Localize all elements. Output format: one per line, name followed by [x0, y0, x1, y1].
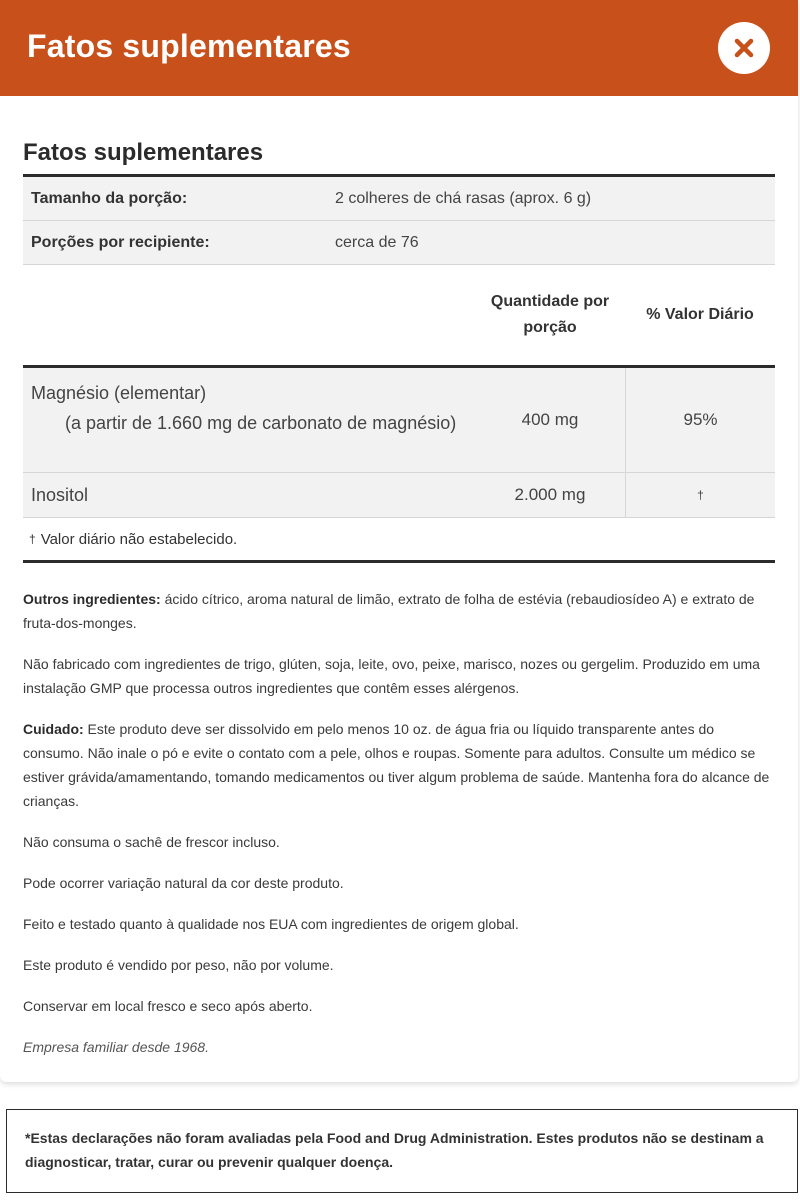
close-button[interactable] — [718, 22, 770, 74]
servings-per-container-row — [23, 221, 775, 264]
made-in-note: Feito e testado quanto à qualidade nos EUA com ingredientes de origem global. — [23, 916, 519, 932]
other-ingredients-note — [23, 587, 775, 635]
amount-column-header — [475, 289, 625, 341]
sachet-note: Não consuma o sachê de frescor incluso. — [23, 834, 280, 850]
modal-title: Fatos suplementares — [27, 27, 351, 64]
caution-text: Este produto deve ser dissolvido em pelo menos 10 oz. de água fria ou líquido transparente antes do consumo. Não inale o pó e evite o contato com a pele, olhos e roupas. Somente para adultos. Consulte um médico se estiver grávida/amamentando, tomando medicamentos ou tiver algum problema de saúde. Mantenha fora do alcance de crianças. — [23, 721, 770, 809]
serving-size-row — [23, 177, 775, 220]
nutrient-daily-value: 95% — [625, 368, 775, 472]
allergen-note: Não fabricado com ingredientes de trigo, glúten, soja, leite, ovo, peixe, marisco, nozes ou gergelim. Produzido em uma instalação GMP que processa outros ingredientes que contêm esses alérgenos. — [23, 656, 760, 696]
serving-size-label: Tamanho da porção: — [31, 189, 188, 207]
servings-per-container-value: cerca de 76 — [335, 233, 419, 251]
storage-note: Conservar em local fresco e seco após aberto. — [23, 998, 313, 1014]
family-business-note: Empresa familiar desde 1968. — [23, 1039, 209, 1055]
other-ingredients-text: ácido cítrico, aroma natural de limão, extrato de folha de estévia (rebaudiosídeo A) e extrato de fruta-dos-monges. — [23, 591, 755, 631]
divider — [23, 560, 775, 563]
nutrient-name-cell — [23, 473, 475, 517]
footnote-text: Valor diário não estabelecido. — [40, 530, 238, 548]
modal-header — [0, 0, 798, 96]
nutrient-name: Magnésio (elementar) — [31, 383, 207, 403]
amount-header-line2: porção — [523, 319, 577, 336]
nutrient-source: (a partir de 1.660 mg de carbonato de magnésio) — [65, 413, 457, 433]
footnote-symbol: † — [29, 532, 36, 546]
amount-header-line1: Quantidade por — [490, 293, 610, 310]
nutrient-amount: 2.000 mg — [514, 485, 586, 504]
daily-value-column-header: % Valor Diário — [646, 306, 754, 323]
facts-title: Fatos suplementares — [23, 139, 264, 166]
caution-label: Cuidado: — [23, 721, 84, 737]
column-header-row — [23, 265, 775, 365]
nutrient-name: Inositol — [31, 485, 89, 505]
nutrient-row — [23, 368, 775, 472]
product-notes — [23, 587, 775, 1059]
nutrient-daily-value — [625, 473, 775, 517]
nutrient-name-cell — [23, 368, 475, 472]
fda-disclaimer: *Estas declarações não foram avaliadas pela Food and Drug Administration. Estes produtos não se destinam a diagnosticar, tratar, curar ou prevenir qualquer doença. — [6, 1109, 798, 1193]
nutrient-amount: 400 mg — [521, 410, 579, 429]
close-x-icon — [733, 37, 755, 59]
weight-note: Este produto é vendido por peso, não por volume. — [23, 957, 334, 973]
daily-value-footnote — [23, 518, 775, 560]
color-variation-note: Pode ocorrer variação natural da cor deste produto. — [23, 875, 344, 891]
serving-size-value: 2 colheres de chá rasas (aprox. 6 g) — [335, 189, 592, 207]
caution-note — [23, 717, 775, 813]
servings-per-container-label: Porções por recipiente: — [31, 233, 210, 251]
other-ingredients-label: Outros ingredientes: — [23, 591, 161, 607]
nutrient-row — [23, 473, 775, 517]
modal-content — [0, 138, 798, 1059]
dagger-symbol: † — [697, 488, 704, 502]
